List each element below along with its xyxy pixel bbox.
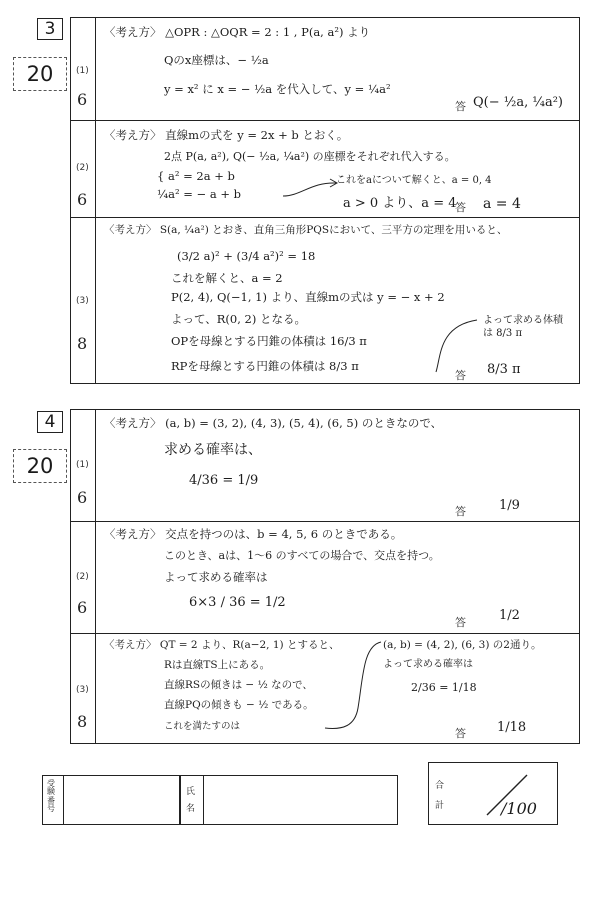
total-score-box — [428, 762, 558, 825]
work-line: これを満たすのは — [164, 721, 241, 732]
work-line: これをaについて解くと、a = 0, 4 — [336, 175, 492, 186]
bracket-connector — [323, 638, 383, 738]
problem-points: 6 — [77, 598, 88, 617]
total-value: /100 — [501, 799, 537, 818]
answer-value: a = 4 — [483, 196, 521, 212]
answer-label: 答 — [455, 100, 466, 113]
work-line: 〈考え方〉 S(a, ¼a²) とおき、直角三角形PQSにおいて、三平方の定理を用いると、 — [104, 224, 508, 236]
work-line: これを解くと、a = 2 — [171, 271, 283, 285]
problem-points: 8 — [77, 712, 88, 731]
work-line: (3/2 a)² + (3/4 a²)² = 18 — [177, 249, 316, 263]
work-line: 直線PQの傾きも − ½ である。 — [164, 699, 314, 711]
section-score-4: 20 — [13, 449, 67, 483]
answer-value: 1/2 — [499, 608, 520, 623]
total-label: 合計 — [435, 781, 445, 811]
work-line: RPを母線とする円錐の体積は 8/3 π — [171, 359, 359, 373]
problem-index: (2) — [76, 572, 89, 582]
problem-points: 6 — [77, 488, 88, 507]
problem-index: (3) — [76, 296, 89, 306]
name-box[interactable] — [180, 775, 398, 825]
work-line: 〈考え方〉 直線mの式を y = 2x + b とおく。 — [104, 128, 349, 142]
answer-label: 答 — [455, 727, 466, 740]
answer-value: Q(− ½a, ¼a²) — [473, 95, 564, 110]
arrow-connector — [281, 178, 341, 200]
work-line: 〈考え方〉 交点を持つのは、b = 4, 5, 6 のときである。 — [104, 527, 403, 541]
work-line: P(2, 4), Q(−1, 1) より、直線mの式は y = − x + 2 — [171, 290, 445, 304]
work-line: 6×3 / 36 = 1/2 — [189, 595, 286, 610]
work-line: 〈考え方〉 (a, b) = (3, 2), (4, 3), (5, 4), (6, 5) のときなので、 — [104, 416, 443, 430]
name-label: 氏名 — [186, 787, 196, 815]
problem-points: 8 — [77, 334, 88, 353]
section-score-3: 20 — [13, 57, 67, 91]
work-line: 〈考え方〉 △OPR : △OQR = 2 : 1 , P(a, a²) より — [104, 25, 371, 39]
exam-number-box[interactable] — [42, 775, 180, 825]
work-line: よって求める体積は 8/3 π — [483, 315, 563, 339]
work-line: { a² = 2a + b — [157, 169, 235, 183]
answer-label: 答 — [455, 201, 466, 214]
work-line: 2点 P(a, a²), Q(− ½a, ¼a²) の座標をそれぞれ代入する。 — [164, 150, 456, 163]
problem-index: (2) — [76, 163, 89, 173]
question-number-3: 3 — [37, 18, 63, 40]
problem-points: 6 — [77, 90, 88, 109]
work-line: OPを母線とする円錐の体積は 16/3 π — [171, 334, 367, 348]
problem-index: (3) — [76, 685, 89, 695]
work-line: 直線RSの傾きは − ½ なので、 — [164, 679, 313, 691]
work-line: よって求める確率は — [383, 659, 473, 670]
exam-number-label: 受験番号 — [47, 779, 55, 814]
answer-label: 答 — [455, 505, 466, 518]
answer-value: 8/3 π — [487, 362, 521, 377]
work-line: よって求める確率は — [164, 570, 268, 584]
answer-value: 1/18 — [497, 720, 527, 735]
answer-table-4 — [70, 409, 580, 744]
work-line: Rは直線TS上にある。 — [164, 659, 271, 671]
work-line: よって、R(0, 2) となる。 — [171, 312, 307, 326]
problem-index: (1) — [76, 66, 89, 76]
answer-label: 答 — [455, 616, 466, 629]
answer-table-3 — [70, 17, 580, 384]
problem-points: 6 — [77, 190, 88, 209]
work-line: 2/36 = 1/18 — [411, 681, 477, 694]
work-line: Qのx座標は、− ½a — [164, 53, 269, 67]
work-line: (a, b) = (4, 2), (6, 3) の2通り。 — [383, 639, 542, 651]
work-line: ¼a² = − a + b — [157, 187, 242, 201]
answer-value: 1/9 — [499, 498, 520, 513]
answer-label: 答 — [455, 369, 466, 382]
question-number-4: 4 — [37, 411, 63, 433]
work-line: 4/36 = 1/9 — [189, 473, 259, 488]
work-line: 求める確率は、 — [164, 442, 262, 458]
work-line: y = x² に x = − ½a を代入して、y = ¼a² — [164, 82, 391, 96]
problem-index: (1) — [76, 460, 89, 470]
work-line: a > 0 より、a = 4 — [343, 196, 457, 211]
work-line: このとき、aは、1〜6 のすべての場合で、交点を持つ。 — [164, 549, 440, 562]
work-line: 〈考え方〉 QT = 2 より、R(a−2, 1) とすると、 — [104, 639, 340, 651]
